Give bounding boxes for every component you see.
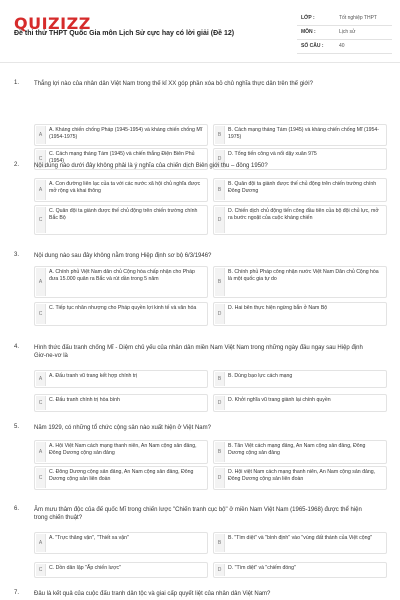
option-letter: B xyxy=(215,534,225,552)
option-a[interactable] xyxy=(34,440,208,464)
document-title: Đề thi thử THPT Quốc Gia môn Lịch Sử cực hay có lời giải (Đề 12) xyxy=(14,30,235,37)
option-c[interactable] xyxy=(34,466,208,490)
option-letter: B xyxy=(215,180,225,200)
meta-row-count xyxy=(297,40,392,54)
option-letter: D xyxy=(215,564,225,576)
option-text: C. Tiếp tục nhân nhượng cho Pháp quyền lợi kinh tế và văn hóa xyxy=(49,305,197,311)
option-text: C. Đấu tranh chính trị hòa bình xyxy=(49,397,120,403)
question-number: 2. xyxy=(14,162,20,168)
question-text: Nội dung nào dưới đây không phải là ý nghĩa của chiến dịch Biên giới thu – đông 1950? xyxy=(34,163,268,169)
option-letter: B xyxy=(215,126,225,144)
option-c[interactable] xyxy=(34,205,208,235)
option-b[interactable] xyxy=(213,178,387,202)
option-letter: C xyxy=(36,207,46,233)
option-text: B. Chính phủ Pháp công nhận nước Việt Nam Dân chủ Cộng hòa là một quốc gia tự do xyxy=(228,269,379,282)
option-text: D. Hội việt Nam cách mạng thanh niên, An Nam cộng sản đảng, Đông Dương cộng sản liên đoàn xyxy=(228,469,376,482)
question-number: 4. xyxy=(14,344,20,350)
option-b[interactable] xyxy=(213,370,387,388)
option-a[interactable] xyxy=(34,178,208,202)
meta-label: MÔN : xyxy=(301,29,316,35)
option-letter: D xyxy=(215,304,225,324)
option-a[interactable] xyxy=(34,124,208,146)
option-text: B. Quân đội ta giành được thế chủ động trên chiến trường chính Đông Dương xyxy=(228,181,377,194)
question-number: 3. xyxy=(14,252,20,258)
option-letter: A xyxy=(36,442,46,462)
meta-label: SỐ CÂU : xyxy=(301,43,324,49)
question-text: Âm mưu thâm độc của đế quốc Mĩ trong chiến lược "Chiến tranh cục bộ" ở miền Nam Việt Nam (1965-1968) được thể hiện trong chiến thuật? xyxy=(34,507,362,521)
option-text: A. Kháng chiến chống Pháp (1945-1954) và kháng chiến chống Mĩ (1954-1975) xyxy=(49,127,203,140)
option-text: C. Cách mạng tháng Tám (1945) và chiến thắng Điện Biên Phủ (1954) xyxy=(49,151,195,164)
option-letter: C xyxy=(36,396,46,410)
meta-value: Lịch sử xyxy=(339,29,356,35)
document-meta xyxy=(297,12,392,54)
option-text: C. Quân đội ta giành được thế chủ động trên chiến trường chính Bắc Bộ xyxy=(49,208,198,221)
option-text: B. "Tìm diệt" và "bình định" vào "vùng đất thánh của Việt cộng" xyxy=(228,535,373,541)
option-text: D. Hai bên thực hiện ngừng bắn ở Nam Bộ xyxy=(228,305,328,311)
option-letter: C xyxy=(36,564,46,576)
meta-row-class xyxy=(297,12,392,26)
option-c[interactable] xyxy=(34,302,208,326)
option-text: D. Khởi nghĩa vũ trang giành lại chính quyền xyxy=(228,397,331,403)
header-divider xyxy=(0,62,400,63)
option-b[interactable] xyxy=(213,266,387,298)
option-text: D. "Tìm diệt" và "chiếm đóng" xyxy=(228,565,296,571)
document-header xyxy=(0,0,400,62)
question-number: 6. xyxy=(14,506,20,512)
question-number: 1. xyxy=(14,80,20,86)
option-text: A. Con đường liên lạc của ta với các nước xã hội chủ nghĩa được mở rộng và khai thông xyxy=(49,181,201,194)
meta-label: LỚP : xyxy=(301,15,315,21)
option-a[interactable] xyxy=(34,532,208,554)
option-b[interactable] xyxy=(213,124,387,146)
meta-value: 40 xyxy=(339,43,345,49)
option-letter: A xyxy=(36,372,46,386)
option-text: A. Chính phủ Việt Nam dân chủ Cộng hòa chấp nhận cho Pháp đưa 15.000 quân ra Bắc và rút dần trong 5 năm xyxy=(49,269,195,282)
option-text: B. Tân Việt cách mạng đảng, An Nam cộng sản đảng, Đông Dương cộng sản đảng xyxy=(228,443,366,456)
option-letter: D xyxy=(215,207,225,233)
option-letter: B xyxy=(215,268,225,296)
question-number: 5. xyxy=(14,424,20,430)
option-letter: C xyxy=(36,468,46,488)
option-text: D. Chiến dịch chủ động tiến công đầu tiên của bộ đội chủ lực, mở ra bước ngoặt của cuộc kháng chiến xyxy=(228,208,379,221)
option-c[interactable] xyxy=(34,394,208,412)
option-text: B. Cách mạng tháng Tám (1945) và kháng chiến chống Mĩ (1954-1975) xyxy=(228,127,380,140)
option-c[interactable] xyxy=(34,562,208,578)
option-text: C. Đông Dương cộng sản đảng, An Nam cộng sản đảng, Đông Dương cộng sản liên đoàn xyxy=(49,469,194,482)
question-text: Hình thức đấu tranh chống Mĩ - Diệm chủ yếu của nhân dân miền Nam Việt Nam trong những ngày đầu ngay sau Hiệp định Giơ-ne-vơ là xyxy=(34,345,363,359)
question-text: Nội dung nào sau đây không nằm trong Hiệp định sơ bộ 6/3/1946? xyxy=(34,253,212,259)
quizizz-logo: QUIZIZZ xyxy=(14,14,91,33)
question-number: 7. xyxy=(14,590,20,596)
option-text: A. Hội Việt Nam cách mạng thanh niên, An Nam cộng sản đảng, Đông Dương cộng sản đảng xyxy=(49,443,197,456)
option-d[interactable] xyxy=(213,466,387,490)
meta-row-subject xyxy=(297,26,392,40)
option-letter: D xyxy=(215,150,225,168)
option-letter: A xyxy=(36,534,46,552)
question-text: Đâu là kết quả của cuộc đấu tranh dân tộc và giai cấp quyết liệt của nhân dân Việt Nam? xyxy=(34,591,271,597)
option-letter: A xyxy=(36,268,46,296)
option-letter: A xyxy=(36,126,46,144)
option-text: B. Dùng bạo lực cách mạng xyxy=(228,373,293,379)
question-text: Năm 1929, có những tổ chức cộng sản nào xuất hiện ở Việt Nam? xyxy=(34,425,211,431)
option-b[interactable] xyxy=(213,532,387,554)
meta-value: Tốt nghiệp THPT xyxy=(339,15,377,21)
option-d[interactable] xyxy=(213,562,387,578)
option-b[interactable] xyxy=(213,440,387,464)
option-text: A. Đấu tranh vũ trang kết hợp chính trị xyxy=(49,373,138,379)
option-d[interactable] xyxy=(213,205,387,235)
option-letter: B xyxy=(215,372,225,386)
option-letter: C xyxy=(36,304,46,324)
option-letter: D xyxy=(215,396,225,410)
option-a[interactable] xyxy=(34,266,208,298)
option-d[interactable] xyxy=(213,394,387,412)
option-a[interactable] xyxy=(34,370,208,388)
option-letter: A xyxy=(36,180,46,200)
question-text: Thắng lợi nào của nhân dân Việt Nam trong thế kỉ XX góp phần xóa bỏ chủ nghĩa thực dân trên thế giới? xyxy=(34,81,313,87)
option-letter: D xyxy=(215,468,225,488)
option-text: A. "Trực thăng vận", "Thiết xa vận" xyxy=(49,535,129,541)
option-letter: C xyxy=(36,150,46,168)
option-d[interactable] xyxy=(213,302,387,326)
option-text: C. Dồn dân lập "Ấp chiến lược" xyxy=(49,565,121,571)
option-text: D. Tổng tiến công và nổi dậy xuân 975 xyxy=(228,151,317,157)
option-letter: B xyxy=(215,442,225,462)
